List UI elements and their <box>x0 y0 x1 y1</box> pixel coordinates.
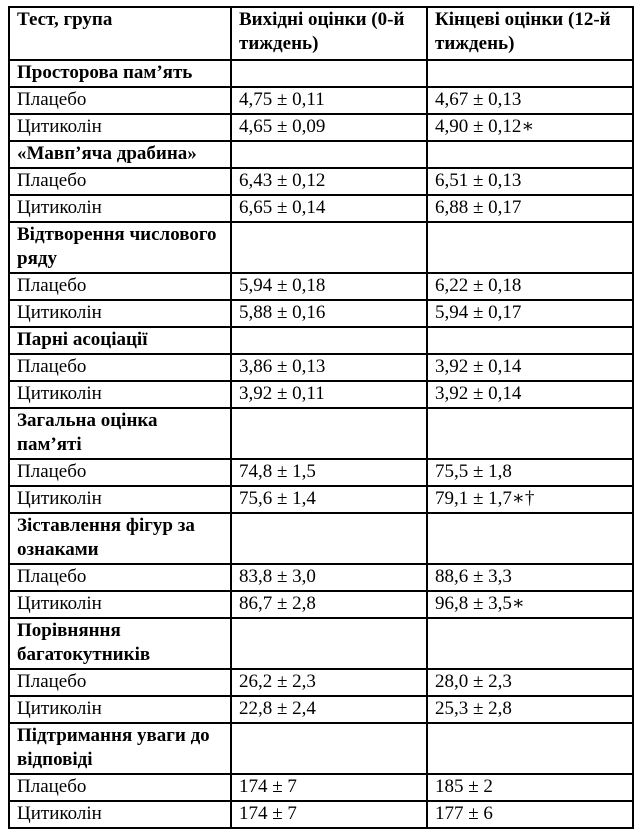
group-name-cell: Цитиколін <box>9 195 231 222</box>
section-title-cell: Зіставлення фігур за ознаками <box>9 513 231 564</box>
section-row <box>9 327 633 354</box>
empty-cell <box>231 327 427 354</box>
baseline-score-cell: 3,86 ± 0,13 <box>231 354 427 381</box>
section-title-cell: Відтворення числового ряду <box>9 222 231 273</box>
baseline-score-cell: 3,92 ± 0,11 <box>231 381 427 408</box>
group-name-cell: Плацебо <box>9 87 231 114</box>
empty-cell <box>427 60 633 87</box>
baseline-score-cell: 174 ± 7 <box>231 801 427 828</box>
final-score-cell: 79,1 ± 1,7∗† <box>427 486 633 513</box>
baseline-score-cell: 74,8 ± 1,5 <box>231 459 427 486</box>
header-cell-test-group: Тест, група <box>9 7 231 60</box>
empty-cell <box>427 618 633 669</box>
empty-cell <box>231 618 427 669</box>
section-row <box>9 723 633 774</box>
table-row <box>9 354 633 381</box>
header-row <box>9 7 633 60</box>
baseline-score-cell: 75,6 ± 1,4 <box>231 486 427 513</box>
final-score-cell: 88,6 ± 3,3 <box>427 564 633 591</box>
final-score-cell: 6,22 ± 0,18 <box>427 273 633 300</box>
section-title-cell: «Мавп’яча драбина» <box>9 141 231 168</box>
empty-cell <box>231 222 427 273</box>
group-name-cell: Цитиколін <box>9 591 231 618</box>
group-name-cell: Плацебо <box>9 273 231 300</box>
table-row <box>9 801 633 828</box>
empty-cell <box>427 513 633 564</box>
table-row <box>9 114 633 141</box>
test-results-table <box>8 6 634 829</box>
group-name-cell: Плацебо <box>9 168 231 195</box>
table-row <box>9 273 633 300</box>
table-body <box>9 60 633 828</box>
final-score-cell: 6,88 ± 0,17 <box>427 195 633 222</box>
table-row <box>9 564 633 591</box>
final-score-cell: 4,90 ± 0,12∗ <box>427 114 633 141</box>
group-name-cell: Цитиколін <box>9 300 231 327</box>
table-row <box>9 168 633 195</box>
final-score-cell: 5,94 ± 0,17 <box>427 300 633 327</box>
table-row <box>9 696 633 723</box>
final-score-cell: 4,67 ± 0,13 <box>427 87 633 114</box>
header-cell-final-scores: Кінцеві оцінки (12-й тиждень) <box>427 7 633 60</box>
empty-cell <box>231 60 427 87</box>
baseline-score-cell: 26,2 ± 2,3 <box>231 669 427 696</box>
baseline-score-cell: 5,88 ± 0,16 <box>231 300 427 327</box>
empty-cell <box>427 327 633 354</box>
empty-cell <box>427 141 633 168</box>
table-row <box>9 300 633 327</box>
final-score-cell: 28,0 ± 2,3 <box>427 669 633 696</box>
section-row <box>9 141 633 168</box>
baseline-score-cell: 4,65 ± 0,09 <box>231 114 427 141</box>
section-row <box>9 60 633 87</box>
table-row <box>9 87 633 114</box>
final-score-cell: 96,8 ± 3,5∗ <box>427 591 633 618</box>
group-name-cell: Плацебо <box>9 564 231 591</box>
baseline-score-cell: 6,43 ± 0,12 <box>231 168 427 195</box>
group-name-cell: Цитиколін <box>9 486 231 513</box>
baseline-score-cell: 83,8 ± 3,0 <box>231 564 427 591</box>
baseline-score-cell: 4,75 ± 0,11 <box>231 87 427 114</box>
header-cell-baseline-scores: Вихідні оцінки (0-й тиждень) <box>231 7 427 60</box>
table-row <box>9 459 633 486</box>
section-title-cell: Парні асоціації <box>9 327 231 354</box>
final-score-cell: 177 ± 6 <box>427 801 633 828</box>
empty-cell <box>427 408 633 459</box>
final-score-cell: 25,3 ± 2,8 <box>427 696 633 723</box>
table-row <box>9 195 633 222</box>
baseline-score-cell: 22,8 ± 2,4 <box>231 696 427 723</box>
empty-cell <box>231 141 427 168</box>
table-header <box>9 7 633 60</box>
table-row <box>9 381 633 408</box>
table-row <box>9 486 633 513</box>
section-row <box>9 408 633 459</box>
empty-cell <box>231 513 427 564</box>
empty-cell <box>231 723 427 774</box>
baseline-score-cell: 86,7 ± 2,8 <box>231 591 427 618</box>
section-row <box>9 513 633 564</box>
final-score-cell: 3,92 ± 0,14 <box>427 381 633 408</box>
final-score-cell: 75,5 ± 1,8 <box>427 459 633 486</box>
section-title-cell: Підтримання уваги до відповіді <box>9 723 231 774</box>
group-name-cell: Цитиколін <box>9 114 231 141</box>
group-name-cell: Плацебо <box>9 459 231 486</box>
section-title-cell: Загальна оцінка пам’яті <box>9 408 231 459</box>
empty-cell <box>427 723 633 774</box>
final-score-cell: 185 ± 2 <box>427 774 633 801</box>
group-name-cell: Плацебо <box>9 774 231 801</box>
section-title-cell: Порівняння багатокутників <box>9 618 231 669</box>
table-row <box>9 669 633 696</box>
group-name-cell: Цитиколін <box>9 696 231 723</box>
baseline-score-cell: 5,94 ± 0,18 <box>231 273 427 300</box>
group-name-cell: Плацебо <box>9 669 231 696</box>
group-name-cell: Цитиколін <box>9 801 231 828</box>
table-row <box>9 591 633 618</box>
empty-cell <box>231 408 427 459</box>
baseline-score-cell: 6,65 ± 0,14 <box>231 195 427 222</box>
group-name-cell: Плацебо <box>9 354 231 381</box>
section-row <box>9 618 633 669</box>
group-name-cell: Цитиколін <box>9 381 231 408</box>
final-score-cell: 6,51 ± 0,13 <box>427 168 633 195</box>
baseline-score-cell: 174 ± 7 <box>231 774 427 801</box>
empty-cell <box>427 222 633 273</box>
section-row <box>9 222 633 273</box>
final-score-cell: 3,92 ± 0,14 <box>427 354 633 381</box>
table-row <box>9 774 633 801</box>
section-title-cell: Просторова пам’ять <box>9 60 231 87</box>
